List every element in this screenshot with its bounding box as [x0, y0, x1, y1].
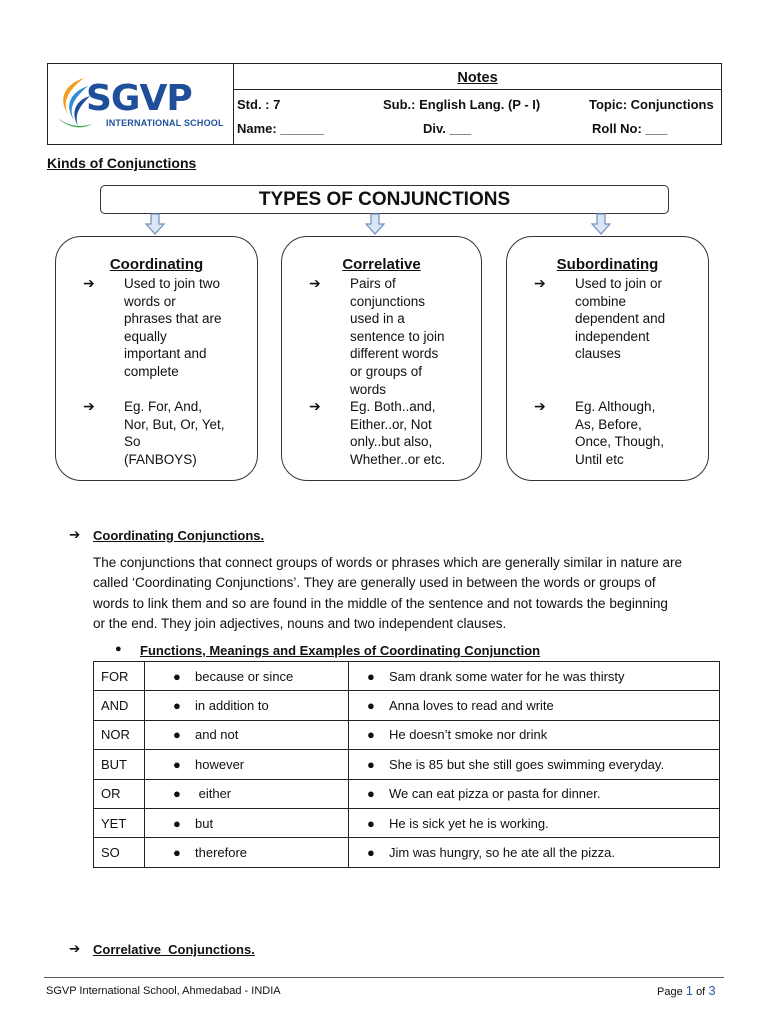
bullet-icon: ●: [173, 698, 181, 714]
types-title-box: TYPES OF CONJUNCTIONS: [100, 185, 669, 214]
example-text: He doesn’t smoke nor drink: [389, 727, 548, 743]
card-title: Subordinating: [556, 256, 659, 273]
card-examples: [350, 398, 471, 468]
paragraph-line: words to link them and so are found in the middle of the sentence and not towards the beginning: [93, 595, 668, 611]
bullet-icon: ●: [173, 668, 181, 684]
example-line: Nor, But, Or, Yet,: [124, 416, 225, 432]
example-cell: [349, 750, 720, 779]
arrow-icon: ➔: [83, 275, 95, 291]
bullet-icon: ●: [367, 756, 375, 772]
example-text: Sam drank some water for he was thirsty: [389, 668, 625, 684]
example-line: Either..or, Not: [350, 416, 432, 432]
div-field: Div. ___: [423, 121, 472, 136]
desc-line: complete: [124, 363, 179, 379]
arrow-icon: ➔: [309, 398, 321, 414]
header-box: [47, 63, 722, 145]
meaning-text: therefore: [195, 845, 248, 861]
desc-line: sentence to join: [350, 328, 445, 344]
card-coordinating: [55, 236, 258, 481]
example-text: We can eat pizza or pasta for dinner.: [389, 786, 601, 802]
example-line: As, Before,: [575, 416, 642, 432]
desc-line: dependent and: [575, 311, 666, 327]
example-line: (FANBOYS): [124, 451, 197, 467]
meaning-cell: [145, 779, 349, 808]
page-title: Notes: [457, 70, 498, 86]
arrow-icon: ➔: [534, 275, 546, 291]
desc-line: independent: [575, 328, 650, 344]
example-line: Eg. Although,: [575, 399, 656, 414]
example-line: So: [124, 434, 141, 450]
paragraph-line: The conjunctions that connect groups of words or phrases which are generally similar in nature are: [93, 555, 683, 570]
desc-line: words: [350, 381, 387, 397]
meaning-cell: [145, 838, 349, 867]
desc-line: important and: [124, 346, 207, 362]
meaning-cell: [145, 750, 349, 779]
table-row: [94, 808, 720, 837]
bullet-icon: ●: [367, 815, 375, 831]
footer-divider: [44, 977, 724, 978]
bullet-icon: ●: [367, 668, 375, 684]
page-word: Page: [657, 986, 683, 998]
bullet-icon: ●: [115, 643, 122, 655]
desc-line: conjunctions: [350, 293, 426, 309]
card-correlative: [281, 236, 482, 481]
meaning-text: in addition to: [195, 698, 269, 714]
meaning-text: because or since: [195, 668, 294, 684]
page-number: 1: [685, 983, 693, 998]
arrow-icon: ➔: [69, 941, 81, 956]
logo-subtitle: INTERNATIONAL SCHOOL: [106, 118, 224, 128]
logo-text: SGVP: [86, 78, 192, 119]
word-cell: SO: [94, 838, 145, 867]
card-examples: [124, 398, 247, 468]
word-cell: OR: [94, 779, 145, 808]
std-field: Std. : 7: [237, 97, 281, 112]
correlative-heading: Correlative Conjunctions.: [93, 942, 255, 957]
subject-field: Sub.: English Lang. (P - I): [383, 97, 541, 112]
table-row: [94, 779, 720, 808]
page-total: 3: [708, 983, 716, 998]
meaning-cell: [145, 720, 349, 749]
meaning-text: but: [195, 815, 214, 831]
of-word: of: [696, 986, 706, 998]
coordinating-paragraph: [93, 553, 723, 635]
bullet-icon: ●: [173, 786, 181, 802]
example-cell: [349, 808, 720, 837]
table-row: [94, 750, 720, 779]
bullet-icon: ●: [367, 786, 375, 802]
roll-field: Roll No: ___: [592, 121, 668, 136]
table-row: [94, 838, 720, 867]
desc-line: equally: [124, 328, 167, 344]
card-description: [124, 275, 247, 381]
topic-field: Topic: Conjunctions: [589, 97, 714, 112]
coordinating-table: [93, 661, 720, 868]
table-row: [94, 691, 720, 720]
card-title: Coordinating: [109, 256, 204, 273]
desc-line: or groups of: [350, 363, 423, 379]
name-field: Name: ______: [237, 121, 324, 136]
card-examples: [575, 398, 698, 468]
card-subordinating: [506, 236, 709, 481]
example-line: Eg. Both..and,: [350, 399, 436, 414]
bullet-icon: ●: [367, 727, 375, 743]
paragraph-line: or the end. They join adjectives, nouns and two independent clauses.: [93, 616, 507, 632]
desc-line: different words: [350, 346, 439, 362]
header-info: [234, 64, 721, 144]
bullet-icon: ●: [367, 845, 375, 861]
example-cell: [349, 691, 720, 720]
word-cell: FOR: [94, 662, 145, 691]
meaning-text: however: [195, 756, 245, 772]
bullet-icon: ●: [173, 845, 181, 861]
example-line: Until etc: [575, 451, 624, 467]
school-logo: [48, 64, 234, 144]
arrow-icon: ➔: [534, 398, 546, 414]
card-description: [350, 275, 471, 398]
desc-line: Used to join two: [124, 276, 221, 291]
example-cell: [349, 720, 720, 749]
word-cell: AND: [94, 691, 145, 720]
word-cell: BUT: [94, 750, 145, 779]
paragraph-line: called ‘Coordinating Conjunctions’. They are generally used in between the words or groups of: [93, 575, 656, 591]
example-line: only..but also,: [350, 434, 433, 450]
arrow-icon: ➔: [83, 398, 95, 414]
example-cell: [349, 662, 720, 691]
example-text: She is 85 but she still goes swimming everyday.: [389, 756, 665, 772]
card-description: [575, 275, 698, 363]
bullet-icon: ●: [173, 815, 181, 831]
example-cell: [349, 779, 720, 808]
example-text: Anna loves to read and write: [389, 698, 554, 714]
table-row: [94, 662, 720, 691]
meaning-text: and not: [195, 727, 239, 743]
table-row: [94, 720, 720, 749]
example-text: Jim was hungry, so he ate all the pizza.: [389, 845, 615, 861]
example-line: Once, Though,: [575, 434, 665, 450]
arrow-icon: ➔: [309, 275, 321, 291]
example-text: He is sick yet he is working.: [389, 815, 549, 831]
desc-line: Used to join or: [575, 276, 663, 291]
word-cell: NOR: [94, 720, 145, 749]
down-arrow-icon: [591, 213, 611, 235]
desc-line: Pairs of: [350, 276, 396, 291]
down-arrow-icon: [365, 213, 385, 235]
meaning-text: either: [195, 786, 232, 802]
meaning-cell: [145, 691, 349, 720]
desc-line: words or: [124, 293, 176, 309]
kinds-heading: Kinds of Conjunctions: [47, 155, 197, 171]
example-cell: [349, 838, 720, 867]
example-line: Eg. For, And,: [124, 399, 203, 414]
arrow-icon: ➔: [69, 527, 81, 542]
desc-line: used in a: [350, 311, 405, 327]
example-line: Whether..or etc.: [350, 451, 446, 467]
meaning-cell: [145, 808, 349, 837]
meaning-cell: [145, 662, 349, 691]
desc-line: clauses: [575, 346, 621, 362]
card-title: Correlative: [342, 256, 421, 273]
bullet-icon: ●: [173, 756, 181, 772]
header-divider: [234, 89, 721, 90]
page-indicator: [657, 983, 716, 998]
down-arrow-icon: [145, 213, 165, 235]
desc-line: combine: [575, 293, 627, 309]
bullet-icon: ●: [173, 727, 181, 743]
word-cell: YET: [94, 808, 145, 837]
functions-heading: Functions, Meanings and Examples of Coordinating Conjunction: [140, 643, 541, 658]
coordinating-heading: Coordinating Conjunctions.: [93, 528, 265, 543]
bullet-icon: ●: [367, 698, 375, 714]
desc-line: phrases that are: [124, 311, 222, 327]
footer-school: SGVP International School, Ahmedabad - INDIA: [46, 985, 281, 997]
